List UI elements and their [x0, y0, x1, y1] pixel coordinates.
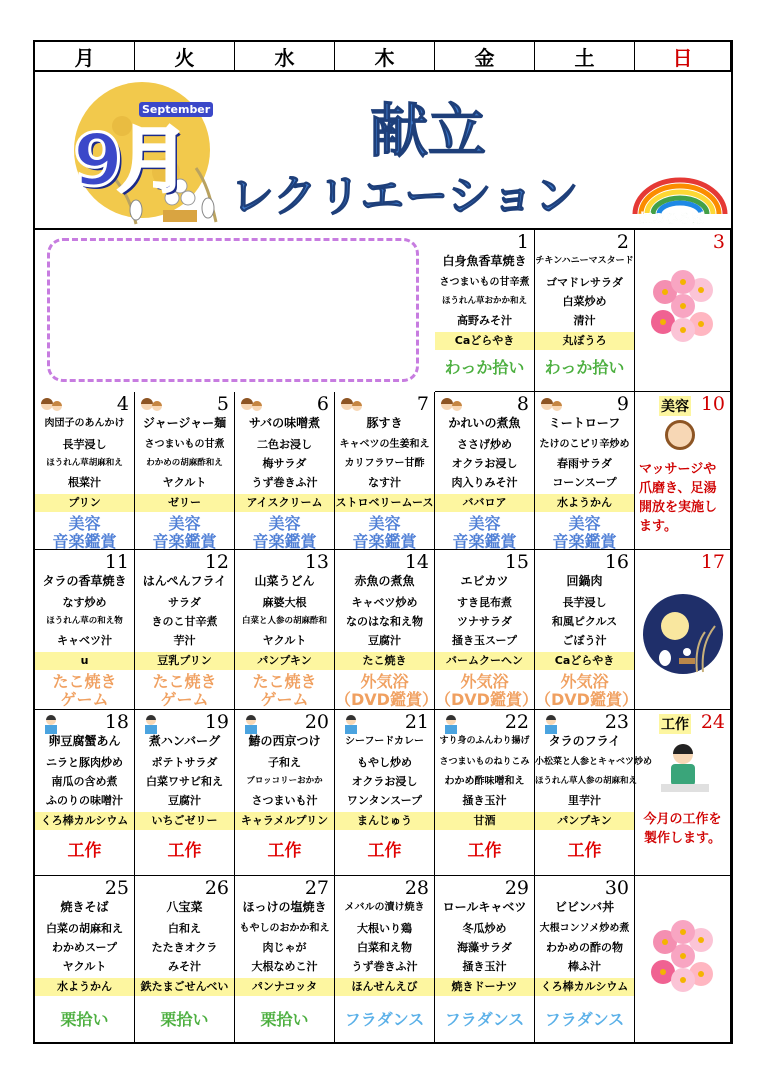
dessert-item: 丸ぼうろ [535, 332, 634, 350]
day-number: 30 [604, 877, 629, 899]
menu-item: カリフラワー甘酢 [344, 458, 425, 469]
day-number: 25 [104, 877, 129, 899]
dessert-item: くろ棒カルシウム [535, 978, 634, 996]
dessert-item: u [35, 652, 134, 670]
menu-item: タラのフライ [548, 734, 621, 748]
activity-line-1: 外気浴 [460, 672, 509, 691]
menu-item: ニラと豚肉炒め [46, 756, 123, 769]
dessert-item: Caどらやき [435, 332, 534, 350]
activity-label: フラダンス [344, 1010, 425, 1029]
weekday-header-1: 火 [135, 42, 235, 72]
activity-line-1: 美容 [168, 514, 201, 533]
menu-item: 白和え [168, 922, 201, 935]
menu-item: ツナサラダ [457, 615, 512, 628]
day-number: 2 [616, 231, 629, 253]
menu-item: わかめスープ [52, 941, 117, 954]
calendar-cell-14 [335, 550, 438, 710]
menu-item: ほうれん草の和え物 [46, 616, 123, 626]
menu-item: すき昆布煮 [457, 596, 512, 609]
activity-label: フラダンス [544, 1010, 625, 1029]
menu-item: かれいの煮魚 [448, 416, 521, 430]
day-number: 19 [204, 711, 229, 733]
cosmos-flower-icon [643, 916, 723, 996]
menu-item: 冬瓜炒め [462, 922, 507, 935]
day-number: 17 [700, 551, 725, 573]
calendar-cell-21 [335, 710, 435, 876]
menu-item: 掻き玉汁 [462, 794, 507, 807]
day-number: 29 [504, 877, 529, 899]
menu-item: 南瓜の含め煮 [51, 775, 118, 788]
menu-item: 白身魚香草焼き [442, 254, 527, 268]
banner [35, 72, 731, 230]
menu-item: メバルの漬け焼き [344, 902, 425, 913]
activity-line-1: 美容 [368, 514, 401, 533]
activity-line-2: ゲーム [160, 690, 209, 709]
day-number: 28 [404, 877, 429, 899]
menu-item: すり身のふんわり揚げ [439, 736, 530, 746]
calendar-cell-24 [635, 710, 731, 876]
calendar-cell-23 [535, 710, 653, 876]
activity-line-2: ゲーム [260, 690, 309, 709]
day-number: 4 [116, 393, 129, 415]
day-number: 13 [304, 551, 329, 573]
day-number: 26 [204, 877, 229, 899]
menu-item: 豆腐汁 [368, 634, 401, 647]
menu-item: さつまいも汁 [251, 794, 318, 807]
menu-item: 豚すき [366, 416, 403, 430]
moon-viewing-icon [641, 592, 725, 676]
dessert-item: 豆乳プリン [135, 652, 234, 670]
activity-label: 工作 [567, 841, 602, 861]
menu-item: 大根なめこ汁 [251, 960, 318, 973]
calendar-cell-25 [35, 876, 135, 1044]
beauty-salon-icon [539, 396, 563, 416]
menu-item: みそ汁 [168, 960, 201, 973]
menu-item: チキンハニーマスタード [535, 256, 634, 266]
day-number: 20 [304, 711, 329, 733]
calendar-cell-5 [135, 392, 235, 550]
menu-item: ビビンバ丼 [554, 900, 615, 914]
calendar-cell-22 [435, 710, 535, 876]
dessert-item: パンプキン [235, 652, 334, 670]
activity-line-2: （DVD鑑賞） [335, 690, 438, 709]
calendar-cell-empty [635, 876, 731, 1044]
title-recreation: レクリエーション [230, 171, 579, 222]
dessert-item: ババロア [435, 494, 534, 512]
day-number: 6 [316, 393, 329, 415]
calendar-cell-1 [435, 230, 535, 392]
menu-item: キャベツ炒め [351, 596, 418, 609]
activity-line-2: 音楽鑑賞 [352, 532, 417, 551]
craft-person-icon [439, 714, 463, 734]
menu-item: さつまいもの甘辛煮 [439, 277, 530, 288]
day-number: 9 [616, 393, 629, 415]
craft-person-icon [139, 714, 163, 734]
menu-item: シーフードカレー [345, 736, 424, 747]
menu-item: わかめ酢味噌和え [444, 776, 525, 787]
menu-item: 大根コンソメ炒め煮 [539, 923, 630, 934]
menu-item: オクラお浸し [451, 457, 518, 470]
dessert-item: 水ようかん [535, 494, 634, 512]
menu-item: エビカツ [460, 574, 509, 588]
week1-empty-box [47, 238, 419, 382]
menu-item: 山菜うどん [254, 574, 315, 588]
dessert-item: プリン [35, 494, 134, 512]
day-number: 24 [700, 711, 725, 733]
activity-line-2: ゲーム [60, 690, 109, 709]
activity-label: 工作 [367, 841, 402, 861]
dessert-item: 焼きドーナツ [435, 978, 534, 996]
menu-item: もやし炒め [357, 756, 412, 769]
menu-item: 子和え [268, 756, 301, 769]
menu-item: 麻婆大根 [262, 596, 307, 609]
calendar-cell-15 [435, 550, 538, 710]
dessert-item: たこ焼き [335, 652, 434, 670]
dessert-item: バームクーヘン [435, 652, 534, 670]
menu-item: サバの味噌煮 [248, 416, 321, 430]
menu-item: ブロッコリーおかか [246, 776, 323, 786]
activity-label: わっか拾い [544, 358, 625, 377]
craft-person-icon [239, 714, 263, 734]
calendar-cell-10 [635, 392, 731, 550]
day-number: 3 [712, 231, 725, 253]
menu-item: 海藻サラダ [457, 941, 512, 954]
day-number: 16 [604, 551, 629, 573]
activity-line-2: 音楽鑑賞 [52, 532, 117, 551]
activity-label: わっか拾い [444, 358, 525, 377]
craft-person-icon [39, 714, 63, 734]
activity-label: 工作 [267, 841, 302, 861]
menu-item: 豆腐汁 [168, 794, 201, 807]
menu-item: 肉入りみそ汁 [451, 476, 518, 489]
menu-item: ポテトサラダ [151, 756, 218, 769]
calendar-cell-27 [235, 876, 335, 1044]
menu-item: 根菜汁 [68, 476, 101, 489]
activity-line-2: （DVD鑑賞） [535, 690, 638, 709]
craft-person-icon [339, 714, 363, 734]
weekday-header-2: 水 [235, 42, 335, 72]
calendar-cell-2 [535, 230, 635, 392]
activity-line-1: 外気浴 [560, 672, 609, 691]
menu-item: 棒ふ汁 [568, 960, 601, 973]
weekday-header-6: 日 [635, 42, 731, 72]
craft-person-icon [655, 740, 715, 800]
menu-item: キャベツ汁 [57, 634, 112, 647]
menu-item: オクラお浸し [351, 775, 418, 788]
calendar-cell-6 [235, 392, 335, 550]
menu-item: 掻き玉汁 [462, 960, 507, 973]
dessert-item: Caどらやき [535, 652, 634, 670]
activity-label: 工作 [67, 841, 102, 861]
day-number: 14 [404, 551, 429, 573]
menu-item: 赤魚の煮魚 [354, 574, 415, 588]
calendar [33, 40, 733, 1044]
menu-item: 白菜和え物 [357, 941, 412, 954]
menu-item: 芋汁 [173, 634, 196, 647]
menu-item: 白菜ワサビ和え [146, 775, 223, 788]
logo-text: 虹のひろば [639, 212, 705, 227]
calendar-cell-28 [335, 876, 435, 1044]
day-number: 7 [416, 393, 429, 415]
day-number: 11 [104, 551, 129, 573]
day-number: 27 [304, 877, 329, 899]
weekday-header-4: 金 [435, 42, 535, 72]
menu-item: ミートローフ [548, 416, 621, 430]
menu-item: ごぼう汁 [562, 634, 607, 647]
menu-item: ヤクルト [262, 634, 307, 647]
day-number: 1 [516, 231, 529, 253]
calendar-cell-13 [235, 550, 335, 710]
menu-item: たたきオクラ [151, 941, 218, 954]
menu-item: ささげ炒め [457, 438, 512, 451]
menu-item: 白菜の胡麻和え [46, 922, 123, 935]
dessert-item: まんじゅう [335, 812, 434, 830]
activity-line-1: 美容 [468, 514, 501, 533]
beauty-salon-icon [139, 396, 163, 416]
dessert-item: パンナコッタ [235, 978, 334, 996]
calendar-cell-3 [635, 230, 731, 392]
calendar-cell-8 [435, 392, 535, 550]
beauty-salon-icon [239, 396, 263, 416]
menu-item: 卵豆腐蟹あん [48, 734, 121, 748]
calendar-cell-9 [535, 392, 635, 550]
activity-line-2: 音楽鑑賞 [552, 532, 617, 551]
menu-item: 里芋汁 [568, 794, 601, 807]
menu-item: さつまいもの甘煮 [144, 439, 225, 450]
menu-item: キャベツの生姜和え [339, 439, 430, 450]
calendar-cell-26 [135, 876, 235, 1044]
menu-item: もやしのおかか和え [239, 923, 330, 934]
dessert-item: ゼリー [135, 494, 234, 512]
calendar-cell-16 [535, 550, 638, 710]
menu-item: 掻き玉スープ [452, 634, 517, 647]
activity-label: 工作 [167, 841, 202, 861]
menu-item: 白菜炒め [562, 295, 607, 308]
calendar-cell-30 [535, 876, 635, 1044]
activity-line-2: （DVD鑑賞） [435, 690, 538, 709]
menu-item: さつまいものねりこみ [439, 757, 530, 767]
calendar-cell-18 [35, 710, 135, 876]
activity-line-1: 美容 [568, 514, 601, 533]
menu-item: 八宝菜 [166, 900, 203, 914]
activity-line-2: 音楽鑑賞 [252, 532, 317, 551]
craft-person-icon [539, 714, 563, 734]
calendar-cell-29 [435, 876, 535, 1044]
menu-item: 大根いり鶏 [357, 922, 412, 935]
weekday-header-3: 木 [335, 42, 435, 72]
menu-item: うず巻きふ汁 [251, 476, 318, 489]
note-label: 工作 [659, 714, 691, 734]
menu-item: なのはな和え物 [346, 615, 423, 628]
day-number: 10 [700, 393, 725, 415]
calendar-cell-11 [35, 550, 135, 710]
dessert-item: くろ棒カルシウム [35, 812, 134, 830]
calendar-cell-17 [635, 550, 731, 710]
day-number: 22 [504, 711, 529, 733]
menu-item: 和風ピクルス [551, 615, 618, 628]
activity-label: フラダンス [444, 1010, 525, 1029]
activity-line-1: たこ焼き [52, 672, 117, 691]
calendar-cell-19 [135, 710, 235, 876]
menu-item: ほうれん草人参の胡麻和え [535, 776, 638, 786]
day-number: 12 [204, 551, 229, 573]
day-number: 23 [604, 711, 629, 733]
menu-item: 鰆の西京つけ [248, 734, 321, 748]
day-number: 8 [516, 393, 529, 415]
beauty-icon [665, 420, 695, 450]
dessert-item: 鉄たまごせんべい [135, 978, 234, 996]
menu-item: ジャージャー麺 [142, 416, 227, 430]
note-text: 今月の工作を製作します。 [643, 812, 722, 846]
menu-item: ほうれん草おかか和え [441, 296, 527, 306]
activity-line-2: 音楽鑑賞 [452, 532, 517, 551]
activity-line-1: 美容 [68, 514, 101, 533]
day-number: 18 [104, 711, 129, 733]
menu-item: なす炒め [62, 596, 107, 609]
dessert-item: キャラメルプリン [235, 812, 334, 830]
month-english: September [139, 102, 213, 117]
month-label: 9月 [73, 118, 184, 202]
note-text: マッサージや爪磨き、足湯開放を実施します。 [639, 462, 718, 534]
menu-item: 高野みそ汁 [457, 314, 512, 327]
menu-item: うず巻きふ汁 [351, 960, 418, 973]
day-number: 21 [404, 711, 429, 733]
activity-line-1: たこ焼き [152, 672, 217, 691]
menu-item: 二色お浸し [257, 438, 312, 451]
menu-item: 小松菜と人参とキャベツ炒め [535, 757, 653, 767]
menu-item: なす汁 [368, 476, 401, 489]
activity-line-1: 美容 [268, 514, 301, 533]
menu-item: ほっけの塩焼き [242, 900, 327, 914]
beauty-salon-icon [439, 396, 463, 416]
menu-item: たけのこピリ辛炒め [539, 439, 630, 450]
dessert-item: 水ようかん [35, 978, 134, 996]
activity-label: 栗拾い [160, 1010, 209, 1029]
menu-item: 清汁 [573, 314, 596, 327]
activity-label: 栗拾い [60, 1010, 109, 1029]
note-label: 美容 [659, 396, 691, 416]
menu-item: ふのりの味噌汁 [46, 794, 123, 807]
menu-item: 白菜と人参の胡麻酢和 [241, 616, 327, 626]
menu-item: 回鍋肉 [566, 574, 603, 588]
menu-item: ヤクルト [62, 960, 107, 973]
menu-item: 煮ハンバーグ [148, 734, 221, 748]
menu-item: わかめの酢の物 [546, 941, 623, 954]
calendar-cell-20 [235, 710, 335, 876]
menu-item: 梅サラダ [262, 457, 307, 470]
menu-item: わかめの胡麻酢和え [146, 458, 223, 468]
activity-label: 工作 [467, 841, 502, 861]
menu-item: タラの香草焼き [42, 574, 127, 588]
weekday-header-5: 土 [535, 42, 635, 72]
calendar-cell-7 [335, 392, 435, 550]
day-number: 15 [504, 551, 529, 573]
menu-item: 肉じゃが [262, 941, 307, 954]
menu-item: 焼きそば [60, 900, 109, 914]
dessert-item: いちごゼリー [135, 812, 234, 830]
menu-item: コーンスープ [552, 476, 617, 489]
menu-item: サラダ [168, 596, 201, 609]
calendar-cell-4 [35, 392, 135, 550]
menu-item: 長芋浸し [562, 596, 607, 609]
menu-item: 長芋浸し [62, 438, 107, 451]
menu-item: ゴマドレサラダ [546, 276, 623, 289]
dessert-item: ほんせんえび [335, 978, 434, 996]
menu-item: ほうれん草胡麻和え [46, 458, 123, 468]
day-number: 5 [216, 393, 229, 415]
activity-line-1: たこ焼き [252, 672, 317, 691]
beauty-salon-icon [339, 396, 363, 416]
menu-item: 春雨サラダ [557, 457, 612, 470]
dessert-item: ストロベリームース [335, 494, 434, 512]
activity-line-1: 外気浴 [360, 672, 409, 691]
dessert-item: アイスクリーム [235, 494, 334, 512]
menu-item: 肉団子のあんかけ [44, 418, 125, 429]
dessert-item: 甘酒 [435, 812, 534, 830]
cosmos-flower-icon [643, 266, 723, 346]
dessert-item: パンプキン [535, 812, 634, 830]
weekday-header-0: 月 [35, 42, 135, 72]
calendar-cell-12 [135, 550, 235, 710]
title-menu: 献立 [370, 97, 487, 165]
menu-item: ワンタンスープ [346, 794, 423, 807]
beauty-salon-icon [39, 396, 63, 416]
menu-item: ロールキャベツ [442, 900, 527, 914]
activity-label: 栗拾い [260, 1010, 309, 1029]
menu-item: きのこ甘辛煮 [151, 615, 218, 628]
activity-line-2: 音楽鑑賞 [152, 532, 217, 551]
menu-item: ヤクルト [162, 476, 207, 489]
menu-item: はんぺんフライ [142, 574, 227, 588]
